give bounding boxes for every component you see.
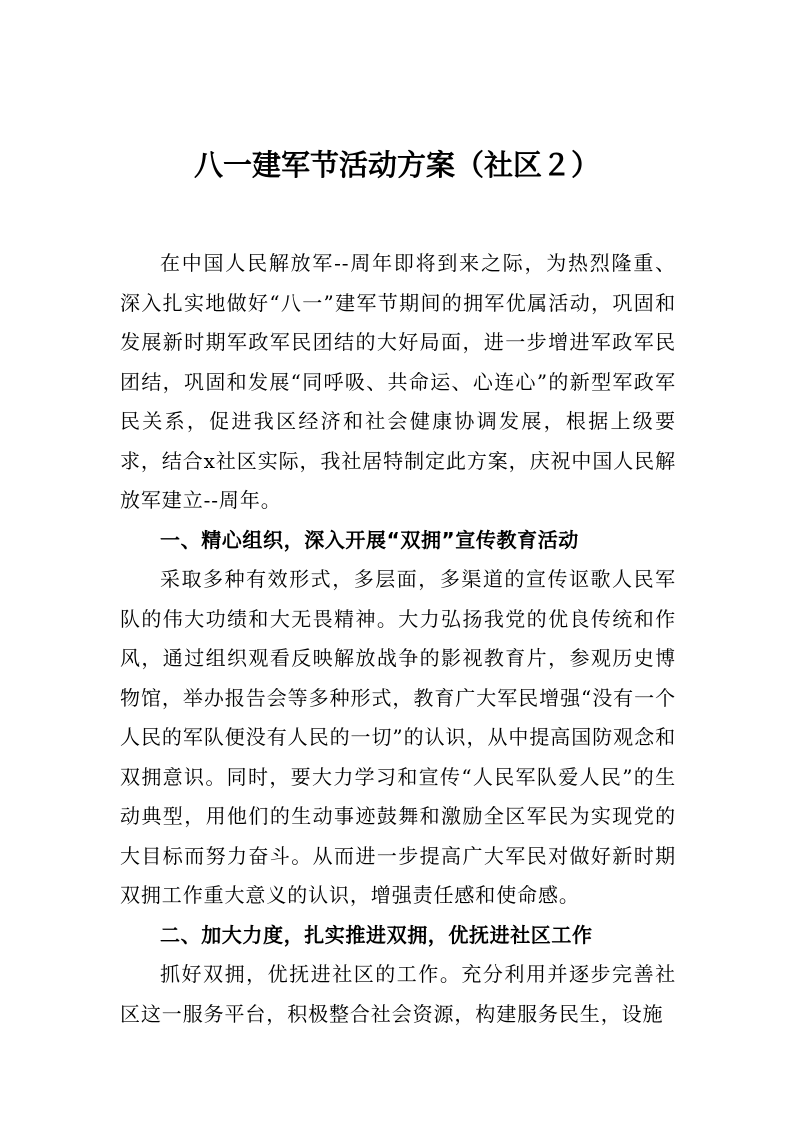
intro-paragraph: 在中国人民解放军--周年即将到来之际，为热烈隆重、深入扎实地做好“八一”建军节期间的拥军优属活动，巩固和发展新时期军政军民团结的大好局面，进一步增进军政军民团结，巩固和发展“同呼吸、共命运、心连心”的新型军政军民关系，促进我区经济和社会健康协调发展，根据上级要求，结合x社区实际，我社居特制定此方案，庆祝中国人民解放军建立--周年。 xyxy=(120,251,676,512)
section-1-paragraph: 采取多种有效形式，多层面，多渠道的宣传讴歌人民军队的伟大功绩和大无畏精神。大力弘扬我党的优良传统和作风，通过组织观看反映解放战争的影视教育片，参观历史博物馆，举办报告会等多种形式，教育广大军民增强“没有一个人民的军队便没有人民的一切”的认识，从中提高国防观念和双拥意识。同时，要大力学习和宣传“人民军队爱人民”的生动典型，用他们的生动事迹鼓舞和激励全区军民为实现党的大目标而努力奋斗。从而进一步提高广大军民对做好新时期双拥工作重大意义的认识，增强责任感和使命感。 xyxy=(120,567,676,907)
section-heading-2: 二、加大力度，扎实推进双拥，优抚进社区工作 xyxy=(160,922,593,947)
page-title: 八一建军节活动方案（社区２） xyxy=(193,148,600,182)
document-body xyxy=(120,244,676,1034)
section-heading-1: 一、精心组织，深入开展“双拥”宣传教育活动 xyxy=(160,527,579,552)
section-2-paragraph: 抓好双拥，优抚进社区的工作。充分利用并逐步完善社区这一服务平台，积极整合社会资源，构建服务民生，设施 xyxy=(120,962,676,1026)
